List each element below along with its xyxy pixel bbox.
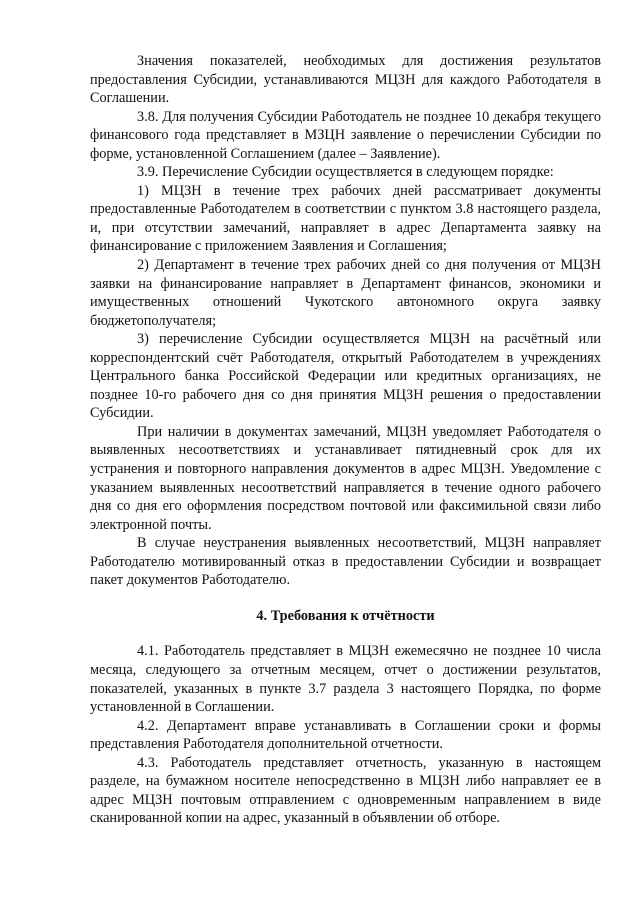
paragraph-remarks: При наличии в документах замечаний, МЦЗН уведомляет Работодателя о выявленных несоответствиях и устанавливает пятидневный срок для их устранения и повторного направления документов в адрес МЦЗН. Уведомление с указанием выявленных несоответствий направляется в течение одного рабочего дня со дня его оформления посредством почтовой или факсимильной связи либо электронной почты. (90, 423, 601, 533)
paragraph-3-9: 3.9. Перечисление Субсидии осуществляется в следующем порядке: (137, 164, 554, 181)
paragraph-3-9-item-2: 2) Департамент в течение трех рабочих дней со дня получения от МЦЗН заявки на финансирование направляет в Департамент финансов, экономики и имущественных отношений Чукотского автономного округа заявку бюджетополучателя; (90, 257, 601, 329)
paragraph-refusal: В случае неустранения выявленных несоответствий, МЦЗН направляет Работодателю мотивированный отказ в предоставлении Субсидии и возвращает пакет документов Работодателю. (90, 535, 601, 589)
paragraph-3-9-item-1: 1) МЦЗН в течение трех рабочих дней рассматривает документы предоставленные Работодателем в соответствии с пунктом 3.8 настоящего раздела, и, при отсутствии замечаний, направляет в адрес Департамента заявку на финансирование с приложением Заявления и Соглашения; (90, 182, 601, 255)
paragraph-indicator-values: Значения показателей, необходимых для достижения результатов предоставления Субсидии, устанавливаются МЦЗН для каждого Работодателя в Соглашении. (90, 53, 601, 107)
paragraph-4-2: 4.2. Департамент вправе устанавливать в Соглашении сроки и формы представления Работодателя дополнительной отчетности. (90, 717, 601, 753)
paragraph-3-8: 3.8. Для получения Субсидии Работодатель не позднее 10 декабря текущего финансового года представляет в МЗЦН заявление о перечислении Субсидии по форме, установленной Соглашением (далее – Заявление). (90, 108, 601, 162)
paragraph-4-3: 4.3. Работодатель представляет отчетность, указанную в настоящем разделе, на бумажном носителе непосредственно в МЦЗН либо направляет ее в адрес МЦЗН почтовым отправлением с одновременным направлением в виде сканированной копии на адрес, указанный в объявлении об отборе. (90, 754, 601, 827)
paragraph-4-1: 4.1. Работодатель представляет в МЦЗН ежемесячно не позднее 10 числа месяца, следующего за отчетным месяцем, отчет о достижении результатов, показателей, указанных в пункте 3.7 раздела 3 настоящего Порядка, по форме установленной в Соглашении. (90, 643, 601, 716)
paragraph-3-9-item-3: 3) перечисление Субсидии осуществляется МЦЗН на расчётный или корреспондентский счёт Работодателя, открытый Работодателем в учреждениях Центрального банка Российской Федерации или кредитных организациях, не позднее 10-го рабочего дня со дня принятия МЦЗН решения о предоставлении Субсидии. (90, 331, 601, 422)
section-heading: 4. Требования к отчётности (256, 607, 435, 624)
document-page (90, 52, 601, 828)
